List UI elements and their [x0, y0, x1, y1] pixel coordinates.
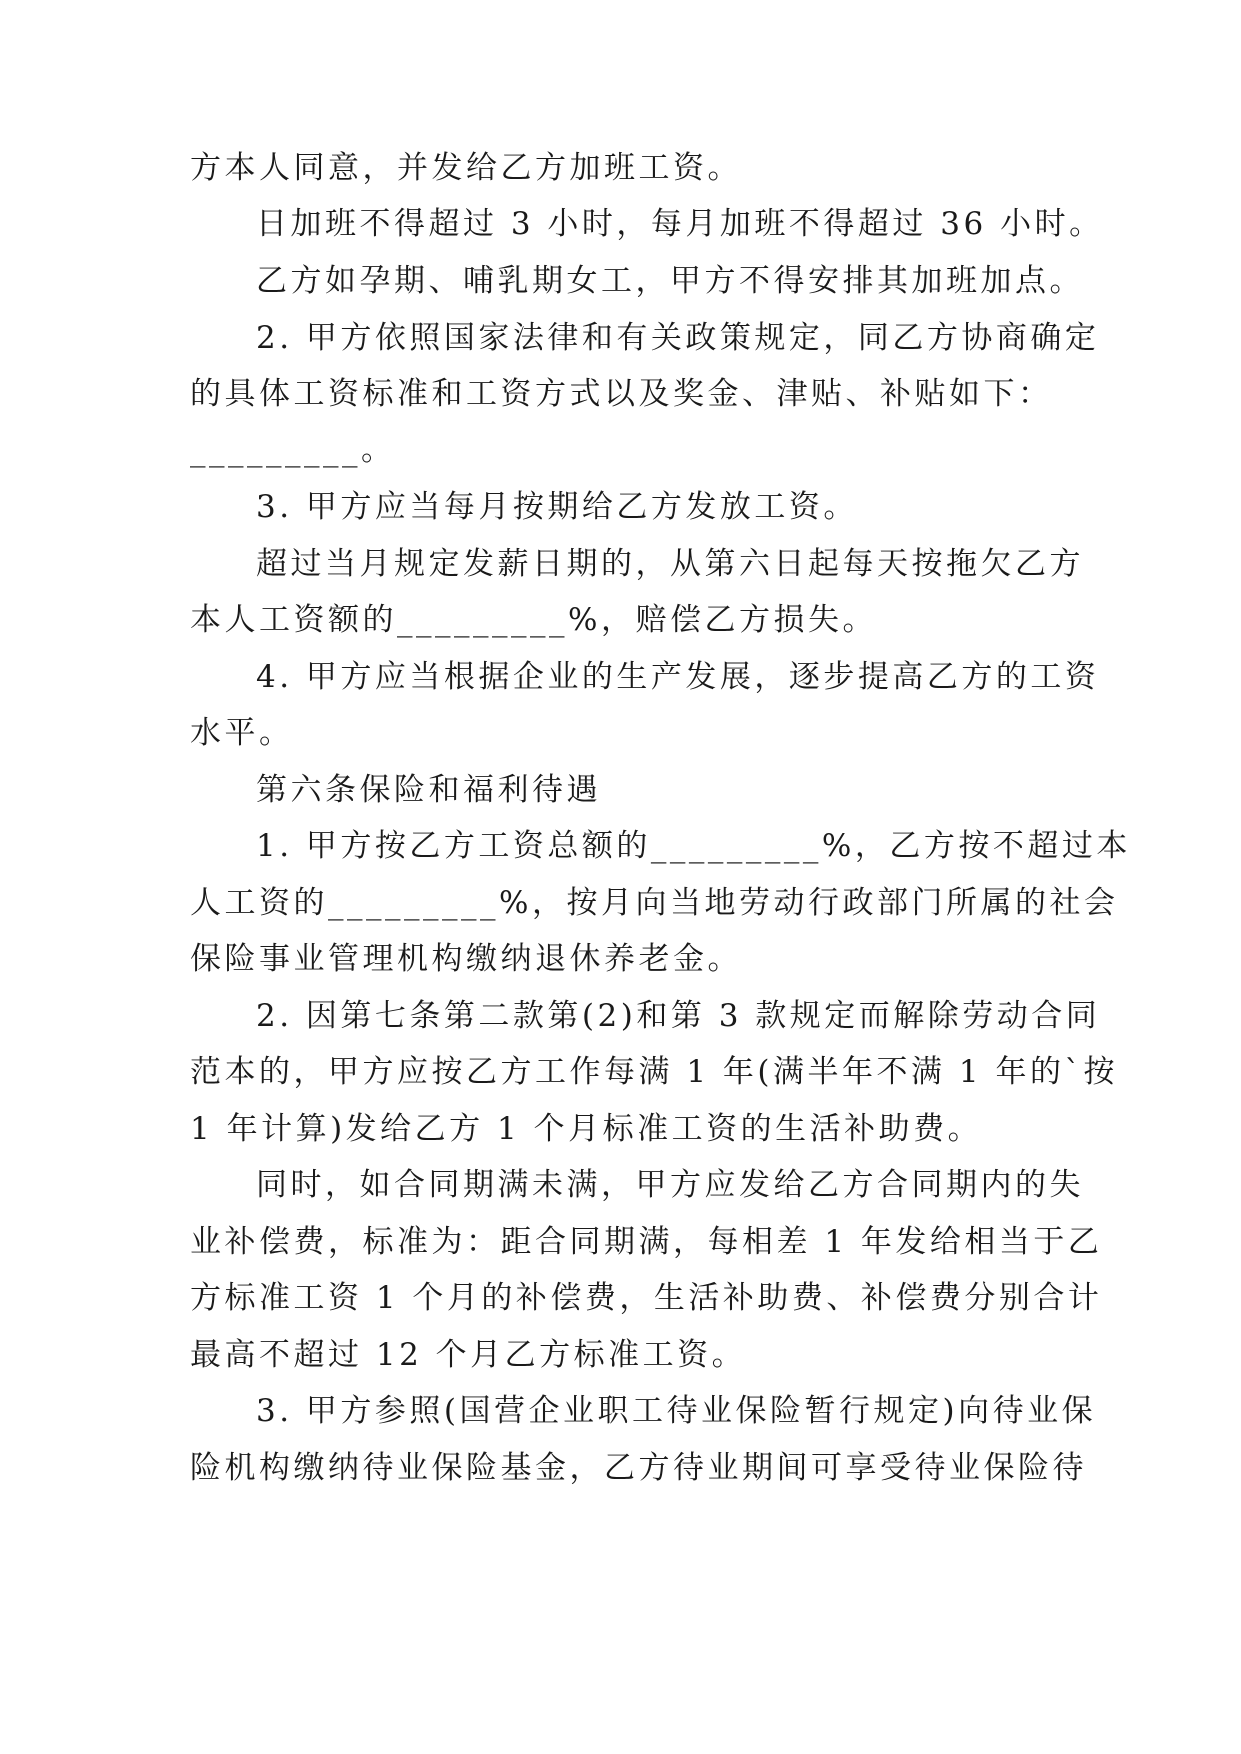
text-line: 2. 甲方依照国家法律和有关政策规定，同乙方协商确定: [256, 320, 1100, 356]
text-line: 的具体工资标准和工资方式以及奖金、津贴、补贴如下：: [190, 376, 1053, 412]
text-line: 1. 甲方按乙方工资总额的_________%，乙方按不超过本: [256, 828, 1131, 864]
text-line: 3. 甲方参照(国营企业职工待业保险暂行规定)向待业保: [256, 1393, 1097, 1429]
text-line: 方标准工资 1 个月的补偿费，生活补助费、补偿费分别合计: [190, 1280, 1103, 1316]
text-line: 水平。: [190, 715, 294, 751]
text-line: 4. 甲方应当根据企业的生产发展，逐步提高乙方的工资: [256, 659, 1100, 695]
text-line: 业补偿费，标准为：距合同期满，每相差 1 年发给相当于乙: [190, 1224, 1103, 1260]
text-line: 本人工资额的_________%，赔偿乙方损失。: [190, 602, 877, 638]
section-heading: 第六条保险和福利待遇: [256, 772, 601, 808]
text-line: 1 年计算)发给乙方 1 个月标准工资的生活补助费。: [190, 1111, 983, 1147]
text-line: 险机构缴纳待业保险基金，乙方待业期间可享受待业保险待: [190, 1450, 1087, 1486]
text-line: 最高不超过 12 个月乙方标准工资。: [190, 1337, 747, 1373]
text-line: 乙方如孕期、哺乳期女工，甲方不得安排其加班加点。: [256, 263, 1084, 299]
text-line: 超过当月规定发薪日期的，从第六日起每天按拖欠乙方: [256, 546, 1084, 582]
text-line: 人工资的_________%，按月向当地劳动行政部门所属的社会: [190, 885, 1119, 921]
text-line: 范本的，甲方应按乙方工作每满 1 年(满半年不满 1 年的`按: [190, 1054, 1118, 1090]
text-line: 2. 因第七条第二款第(2)和第 3 款规定而解除劳动合同: [256, 998, 1101, 1034]
text-line: 3. 甲方应当每月按期给乙方发放工资。: [256, 489, 858, 525]
text-line: 日加班不得超过 3 小时，每月加班不得超过 36 小时。: [256, 206, 1104, 242]
blank-fill-line: _________。: [190, 432, 396, 468]
text-line: 方本人同意，并发给乙方加班工资。: [190, 150, 742, 186]
text-line: 同时，如合同期满未满，甲方应发给乙方合同期内的失: [256, 1167, 1084, 1203]
text-line: 保险事业管理机构缴纳退休养老金。: [190, 941, 742, 977]
